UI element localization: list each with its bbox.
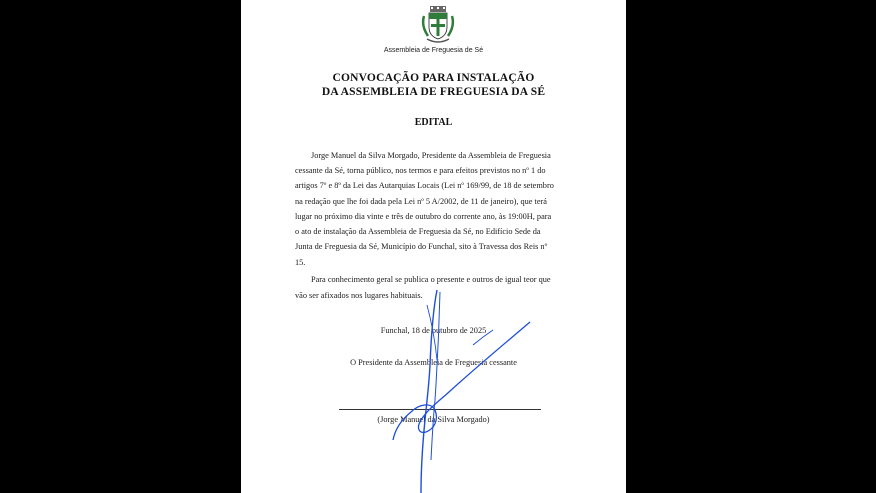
signatory-name: (Jorge Manuel da Silva Morgado) [377,415,490,424]
title-line-1: CONVOCAÇÃO PARA INSTALAÇÃO [332,72,535,84]
signatory-role: O Presidente da Assembleia de Freguesia cessante [350,358,517,367]
edital-heading: EDITAL [414,117,453,128]
document-page [241,0,626,493]
document-title [241,71,626,99]
body-line: Jorge Manuel da Silva Morgado, Presidente da Assembleia de Freguesia [311,151,551,160]
body-line: na redação que lhe foi dada pela Lei nº 5 A/2002, de 11 de janeiro), que terá [295,197,547,206]
body-line: vão ser afixados nos lugares habituais. [295,291,423,300]
body-line: cessante da Sé, torna público, nos termos e para efeitos previstos no nº 1 do [295,166,546,175]
body-line: lugar no próximo dia vinte e três de outubro do corrente ano, às 19:00H, para [295,212,552,221]
place-and-date: Funchal, 18 de outubro de 2025 [380,326,487,335]
institution-caption: Assembleia de Freguesia de Sé [383,47,484,54]
body-line: Junta de Freguesia da Sé, Município do Funchal, sito à Travessa dos Reis nº [295,242,548,251]
body-line: Para conhecimento geral se publica o presente e outros de igual teor que [311,275,551,284]
body-line: artigos 7º e 8º da Lei das Autarquias Locais (Lei nº 169/99, de 18 de setembro [295,181,554,190]
body-line: o ato de instalação da Assembleia de Freguesia da Sé, no Edifício Sede da [295,227,541,236]
body-line: 15. [295,258,306,267]
coat-of-arms-icon [421,6,455,48]
signature-line [339,409,541,410]
title-line-2: DA ASSEMBLEIA DE FREGUESIA DA SÉ [321,86,546,98]
